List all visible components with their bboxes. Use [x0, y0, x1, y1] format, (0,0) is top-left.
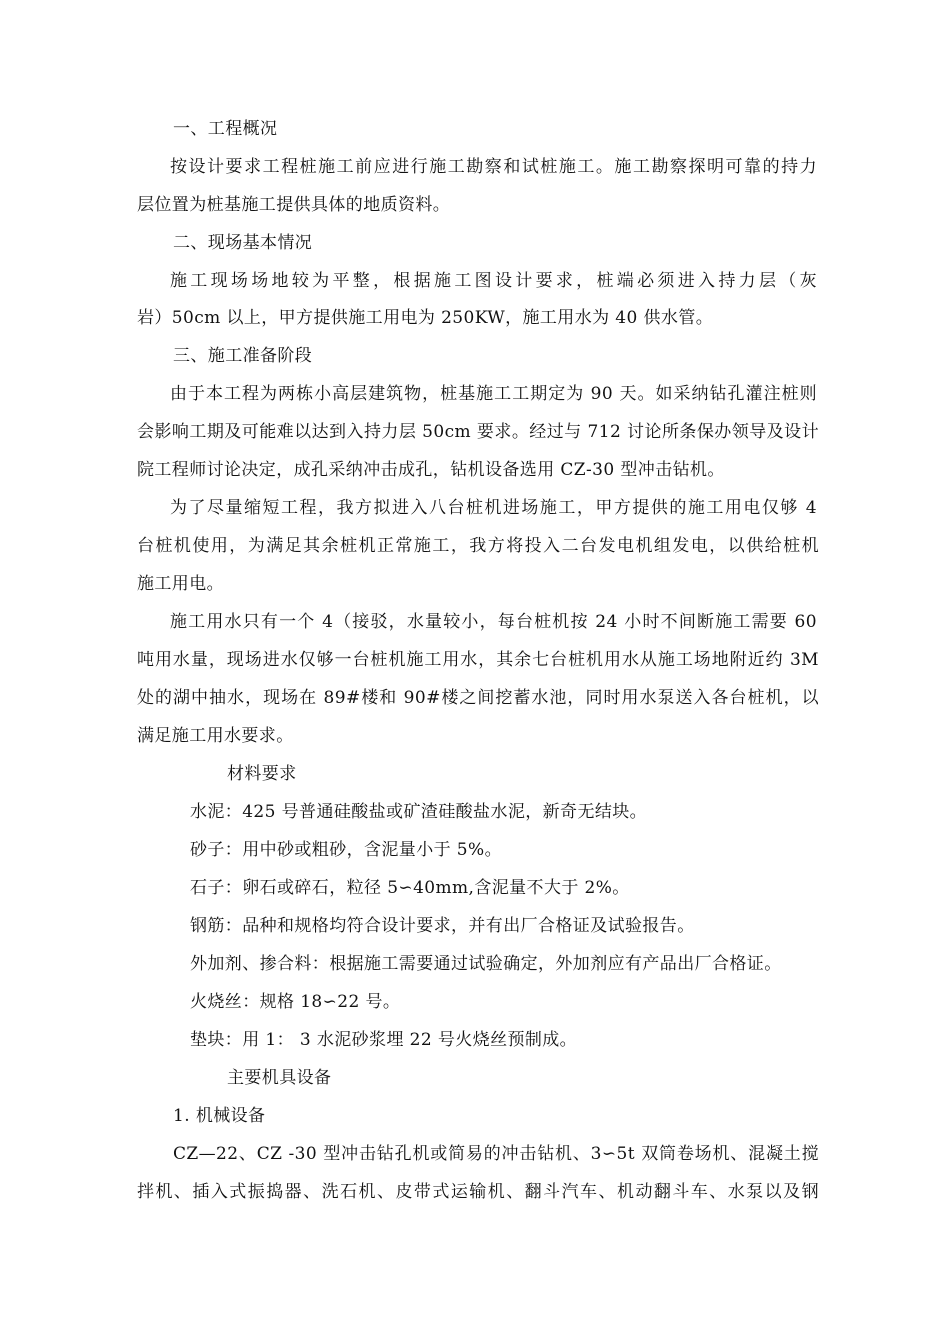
paragraph-line: 为了尽量缩短工程，我方拟进入八台桩机进场施工，甲方提供的施工用电仅够 4	[170, 498, 817, 518]
paragraph-line: 施工用电。	[137, 574, 224, 594]
paragraph-line: 吨用水量，现场进水仅够一台桩机施工用水，其余七台桩机用水从施工场地附近约 3M	[137, 650, 819, 670]
material-item-admixture: 外加剂、掺合料：根据施工需要通过试验确定，外加剂应有产品出厂合格证。	[190, 954, 782, 974]
material-item-spacer: 垫块：用 1： 3 水泥砂浆埋 22 号火烧丝预制成。	[190, 1030, 578, 1050]
material-item-cement: 水泥：425 号普通硅酸盐或矿渣硅酸盐水泥，新奇无结块。	[190, 802, 648, 822]
material-item-wire: 火烧丝：规格 18∽22 号。	[190, 992, 401, 1012]
material-item-sand: 砂子：用中砂或粗砂，含泥量小于 5%。	[190, 840, 502, 860]
heading-preparation-stage: 三、施工准备阶段	[173, 346, 313, 366]
material-item-stone: 石子：卵石或碎石，粒径 5∽40mm,含泥量不大于 2%。	[190, 878, 630, 898]
heading-material-requirements: 材料要求	[227, 764, 297, 784]
paragraph-line: 拌机、插入式振捣器、洗石机、皮带式运输机、翻斗汽车、机动翻斗车、水泵以及钢	[137, 1182, 819, 1202]
paragraph-line: 施工用水只有一个 4（接驳，水量较小，每台桩机按 24 小时不间断施工需要 60	[170, 612, 817, 632]
paragraph-line: 施工现场场地较为平整，根据施工图设计要求，桩端必须进入持力层（灰	[170, 271, 817, 291]
paragraph-line: CZ—22、CZ -30 型冲击钻孔机或简易的冲击钻机、3∽5t 双筒卷场机、混凝土搅	[173, 1144, 819, 1164]
paragraph-line: 由于本工程为两栋小高层建筑物，桩基施工工期定为 90 天。如采纳钻孔灌注桩则	[170, 384, 817, 404]
paragraph-line: 按设计要求工程桩施工前应进行施工勘察和试桩施工。施工勘察探明可靠的持力	[170, 157, 817, 177]
paragraph-line: 岩）50cm 以上，甲方提供施工用电为 250KW，施工用水为 40 供水管。	[137, 308, 714, 328]
heading-project-overview: 一、工程概况	[173, 119, 278, 139]
list-heading-machinery: 1. 机械设备	[173, 1106, 266, 1126]
heading-main-equipment: 主要机具设备	[227, 1068, 332, 1088]
paragraph-line: 层位置为桩基施工提供具体的地质资料。	[137, 195, 451, 215]
paragraph-line: 台桩机使用，为满足其余桩机正常施工，我方将投入二台发电机组发电，以供给桩机	[137, 536, 819, 556]
heading-site-conditions: 二、现场基本情况	[173, 233, 313, 253]
paragraph-line: 满足施工用水要求。	[137, 726, 294, 746]
paragraph-line: 处的湖中抽水，现场在 89#楼和 90#楼之间挖蓄水池，同时用水泵送入各台桩机，以	[137, 688, 819, 708]
paragraph-line: 院工程师讨论决定，成孔采纳冲击成孔，钻机设备选用 CZ-30 型冲击钻机。	[137, 460, 725, 480]
material-item-rebar: 钢筋：品种和规格均符合设计要求，并有出厂合格证及试验报告。	[190, 916, 695, 936]
paragraph-line: 会影响工期及可能难以达到入持力层 50cm 要求。经过与 712 讨论所条保办领导及设计	[137, 422, 819, 442]
